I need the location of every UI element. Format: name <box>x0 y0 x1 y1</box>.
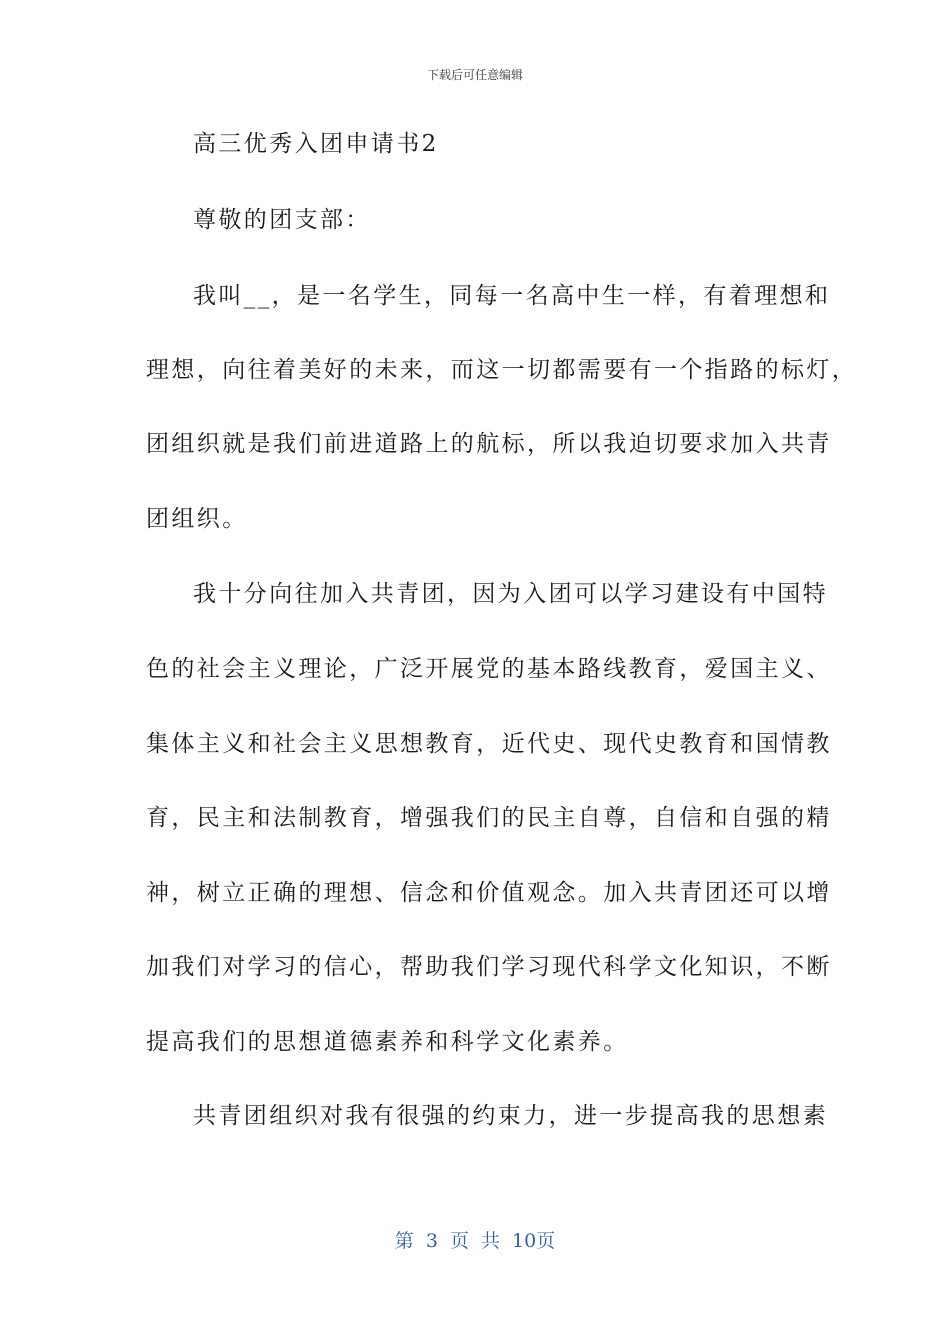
body-line: 团组织。 <box>146 506 248 532</box>
body-line: 加我们对学习的信心，帮助我们学习现代科学文化知识，不断 <box>146 954 832 980</box>
header-note: 下载后可任意编辑 <box>426 68 523 82</box>
body-line: 神，树立正确的理想、信念和价值观念。加入共青团还可以增 <box>146 880 832 906</box>
body-line: 集体主义和社会主义思想教育，近代史、现代史教育和国情教 <box>146 731 832 757</box>
body-line: 我叫__，是一名学生，同每一名高中生一样，有着理想和 <box>193 283 831 309</box>
page-footer: 第 3 页 共 10页 <box>394 1230 556 1252</box>
body-line: 提高我们的思想道德素养和科学文化素养。 <box>146 1029 629 1055</box>
body-line: 色的社会主义理论，广泛开展党的基本路线教育，爱国主义、 <box>146 656 832 682</box>
salutation: 尊敬的团支部： <box>193 207 371 233</box>
body-line: 共青团组织对我有很强的约束力，进一步提高我的思想素 <box>193 1103 828 1129</box>
body-line: 育，民主和法制教育，增强我们的民主自尊，自信和自强的精 <box>146 805 832 831</box>
body-line: 理想，向往着美好的未来，而这一切都需要有一个指路的标灯， <box>146 357 858 383</box>
body-line: 团组织就是我们前进道路上的航标，所以我迫切要求加入共青 <box>146 431 832 457</box>
body-line: 我十分向往加入共青团，因为入团可以学习建设有中国特 <box>193 581 828 607</box>
document-title: 高三优秀入团申请书2 <box>193 131 439 157</box>
